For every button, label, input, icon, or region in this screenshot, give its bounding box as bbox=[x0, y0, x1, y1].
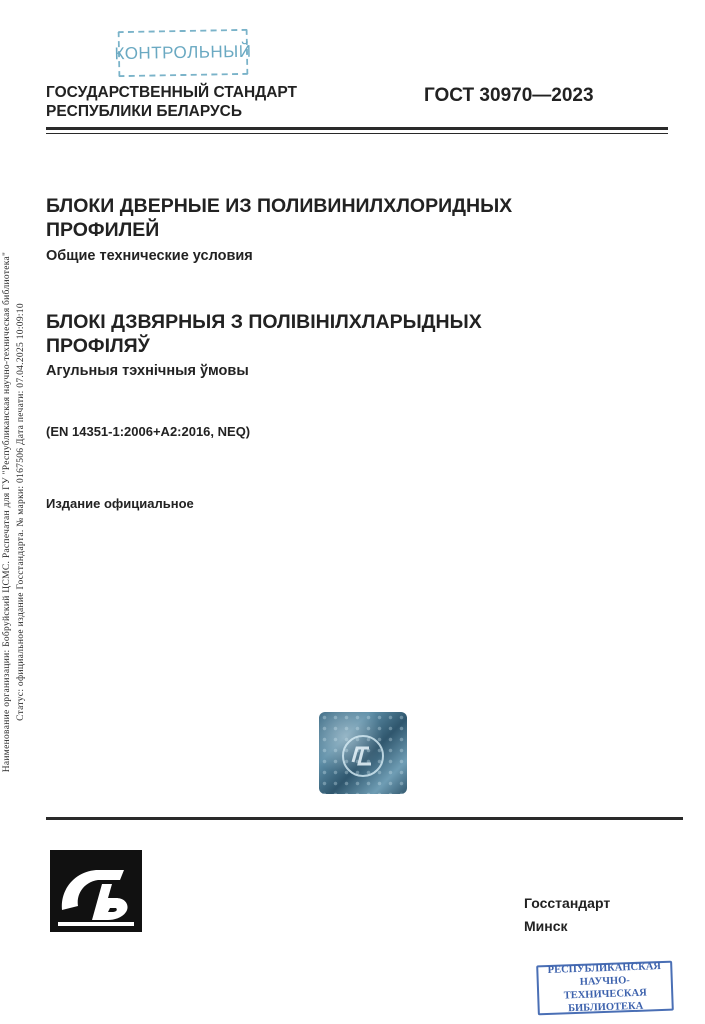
gosstandart-logo-icon bbox=[50, 850, 142, 932]
publisher-name: Госстандарт bbox=[524, 895, 611, 911]
side-print-line2: Статус: официальное издание Госстандарта. № марки: 0167506 Дата печати: 07.04.2025 10:09:10 bbox=[16, 303, 26, 721]
library-stamp-line3: БИБЛИОТЕКА bbox=[567, 1000, 644, 1015]
security-hologram-icon bbox=[319, 712, 407, 794]
library-stamp-line2: НАУЧНО-ТЕХНИЧЕСКАЯ bbox=[563, 975, 647, 1002]
header-line1: ГОСУДАРСТВЕННЫЙ СТАНДАРТ bbox=[46, 84, 298, 101]
title-russian bbox=[46, 194, 606, 242]
header-divider-thick bbox=[46, 127, 668, 130]
title-belarusian bbox=[46, 310, 606, 358]
control-stamp: КОНТРОЛЬНЫЙ bbox=[118, 29, 249, 77]
library-stamp-line1: РЕСПУБЛИКАНСКАЯ bbox=[547, 961, 662, 976]
title-ru-line1: БЛОКИ ДВЕРНЫЕ ИЗ ПОЛИВИНИЛХЛОРИДНЫХ bbox=[46, 195, 513, 217]
library-stamp bbox=[536, 961, 674, 1016]
header-line2: РЕСПУБЛИКИ БЕЛАРУСЬ bbox=[46, 103, 242, 120]
title-ru-line2: ПРОФИЛЕЙ bbox=[46, 219, 160, 241]
footer-divider bbox=[46, 817, 683, 820]
edition-label: Издание официальное bbox=[46, 496, 194, 511]
standard-header bbox=[46, 83, 297, 121]
title-by-line1: БЛОКІ ДЗВЯРНЫЯ З ПОЛІВІНІЛХЛАРЫДНЫХ bbox=[46, 311, 482, 333]
header-divider-thin bbox=[46, 133, 668, 134]
subtitle-russian: Общие технические условия bbox=[46, 248, 253, 264]
en-reference: (EN 14351-1:2006+A2:2016, NEQ) bbox=[46, 424, 251, 439]
publisher-city: Минск bbox=[524, 918, 568, 934]
subtitle-belarusian: Агульныя тэхнічныя ўмовы bbox=[46, 363, 249, 379]
title-by-line2: ПРОФІЛЯЎ bbox=[46, 335, 150, 357]
side-print-line1: Наименование организации: Бобруйский ЦСМС. Распечатан для ГУ "Республиканская научно-техническая библиотека" bbox=[2, 251, 12, 773]
standard-code: ГОСТ 30970—2023 bbox=[424, 85, 594, 106]
